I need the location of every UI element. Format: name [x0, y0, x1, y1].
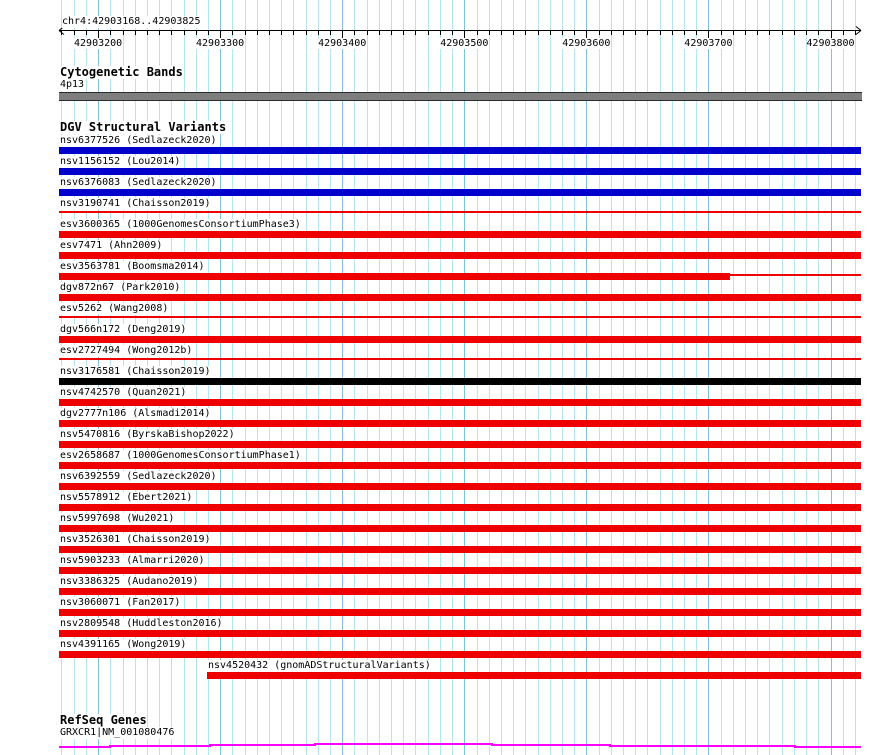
variant-bar[interactable] [59, 378, 861, 385]
ruler-tick [623, 31, 624, 35]
ruler-tick [769, 31, 770, 35]
ruler-tick [794, 31, 795, 35]
variant-bar[interactable] [59, 504, 861, 511]
ruler-tick [831, 31, 832, 38]
variant-bar[interactable] [59, 316, 861, 318]
ruler-tick [318, 31, 319, 35]
variant-label: nsv6376083 (Sedlazeck2020) [60, 177, 217, 188]
ruler-tick [440, 31, 441, 35]
ruler-tick [635, 31, 636, 35]
variant-label: dgv566n172 (Deng2019) [60, 324, 187, 335]
variant-bar[interactable] [59, 462, 861, 469]
ruler-tick [257, 31, 258, 35]
ruler-tick [782, 31, 783, 35]
ruler-tick [806, 31, 807, 35]
variant-bar[interactable] [59, 399, 861, 406]
variant-label: esv7471 (Ahn2009) [60, 240, 163, 251]
ruler-tick [477, 31, 478, 35]
variant-bar[interactable] [59, 567, 861, 574]
ruler-tick [818, 31, 819, 35]
variant-bar[interactable] [59, 441, 861, 448]
ruler-tick [245, 31, 246, 35]
variant-bar[interactable] [59, 147, 861, 154]
variant-label: nsv1156152 (Lou2014) [60, 156, 181, 167]
ruler-tick [147, 31, 148, 35]
ruler-tick [306, 31, 307, 35]
ruler-tick [696, 31, 697, 35]
variant-bar[interactable] [59, 358, 861, 360]
variant-bar[interactable] [59, 252, 861, 259]
ruler-tick [330, 31, 331, 35]
variant-label: esv5262 (Wang2008) [60, 303, 169, 314]
variant-label: nsv5578912 (Ebert2021) [60, 492, 193, 503]
ruler-tick-label: 42903400 [318, 38, 367, 49]
ruler-tick [525, 31, 526, 35]
cytoband-bar[interactable] [59, 92, 862, 101]
variant-bar[interactable] [59, 231, 861, 238]
ruler-tick-label: 42903300 [196, 38, 245, 49]
variant-bar[interactable] [59, 525, 861, 532]
ruler-tick [660, 31, 661, 35]
ruler-tick [354, 31, 355, 35]
variant-bar[interactable] [59, 294, 861, 301]
ruler-right-arrow-icon [848, 24, 864, 38]
ruler-tick [86, 31, 87, 35]
ruler-tick [403, 31, 404, 35]
variant-label: nsv3176581 (Chaisson2019) [60, 366, 211, 377]
ruler-tick [415, 31, 416, 35]
ruler-tick [757, 31, 758, 35]
variant-label: dgv2777n106 (Alsmadi2014) [60, 408, 211, 419]
variant-label: nsv3190741 (Chaisson2019) [60, 198, 211, 209]
cytoband-name: 4p13 [60, 79, 85, 90]
variant-label: esv3600365 (1000GenomesConsortiumPhase3) [60, 219, 301, 230]
ruler-tick [135, 31, 136, 35]
ruler-tick [733, 31, 734, 35]
ruler-tick [281, 31, 282, 35]
ruler-tick [672, 31, 673, 35]
ruler-tick [123, 31, 124, 35]
variant-label: nsv4520432 (gnomADStructuralVariants) [208, 660, 431, 671]
ruler-tick [159, 31, 160, 35]
variant-bar[interactable] [59, 588, 861, 595]
variant-bar[interactable] [59, 273, 730, 280]
ruler-tick [574, 31, 575, 35]
variant-label: esv2658687 (1000GenomesConsortiumPhase1) [60, 450, 301, 461]
ruler-tick-label: 42903700 [684, 38, 733, 49]
variant-bar[interactable] [59, 211, 861, 213]
variant-bar[interactable] [59, 420, 861, 427]
variant-bar[interactable] [730, 274, 861, 276]
variant-label: nsv2809548 (Huddleston2016) [60, 618, 223, 629]
variant-label: esv2727494 (Wong2012b) [60, 345, 193, 356]
ruler-tick-label: 42903600 [562, 38, 611, 49]
ruler-tick [184, 31, 185, 35]
ruler-tick [452, 31, 453, 35]
refseq-section-title: RefSeq Genes [60, 713, 147, 727]
ruler-tick-label: 42903200 [74, 38, 123, 49]
refseq-gene-name: GRXCR1|NM_001080476 [60, 727, 175, 738]
ruler-tick [293, 31, 294, 35]
ruler-tick [745, 31, 746, 35]
ruler-axis-line [60, 30, 861, 31]
variant-bar[interactable] [59, 609, 861, 616]
ruler-tick [379, 31, 380, 35]
variant-bar[interactable] [59, 168, 861, 175]
variant-label: nsv5997698 (Wu2021) [60, 513, 175, 524]
variant-bar[interactable] [59, 546, 861, 553]
variant-label: esv3563781 (Boomsma2014) [60, 261, 205, 272]
ruler-tick [269, 31, 270, 35]
ruler-tick-label: 42903800 [806, 38, 855, 49]
ruler-tick [98, 31, 99, 38]
ruler-tick [367, 31, 368, 35]
cytoband-section-title: Cytogenetic Bands [60, 65, 183, 79]
ruler-tick [647, 31, 648, 35]
ruler-tick [550, 31, 551, 35]
variant-label: nsv3060071 (Fan2017) [60, 597, 181, 608]
position-label: chr4:42903168..42903825 [62, 16, 201, 27]
variant-bar[interactable] [59, 483, 861, 490]
variant-label: nsv6392559 (Sedlazeck2020) [60, 471, 217, 482]
variant-label: nsv4742570 (Quan2021) [60, 387, 187, 398]
ruler-tick [586, 31, 587, 38]
ruler-tick [562, 31, 563, 35]
variant-label: nsv5470816 (ByrskaBishop2022) [60, 429, 235, 440]
ruler-tick [721, 31, 722, 35]
ruler-tick [684, 31, 685, 35]
variant-label: nsv4391165 (Wong2019) [60, 639, 187, 650]
ruler-tick [391, 31, 392, 35]
ruler-tick [489, 31, 490, 35]
ruler-tick [208, 31, 209, 35]
ruler-tick [501, 31, 502, 35]
ruler-tick [513, 31, 514, 35]
ruler-tick [110, 31, 111, 35]
ruler-tick [196, 31, 197, 35]
variant-bar[interactable] [59, 630, 861, 637]
ruler-tick [232, 31, 233, 35]
variant-bar[interactable] [59, 336, 861, 343]
ruler-tick [61, 31, 62, 35]
variant-label: nsv6377526 (Sedlazeck2020) [60, 135, 217, 146]
refseq-gene-line[interactable] [59, 744, 861, 747]
ruler-tick [843, 31, 844, 35]
variant-bar[interactable] [207, 672, 861, 679]
ruler-tick [599, 31, 600, 35]
ruler-tick [74, 31, 75, 35]
refseq-gene-track [0, 738, 890, 755]
variant-label: nsv3526301 (Chaisson2019) [60, 534, 211, 545]
ruler-tick-label: 42903500 [440, 38, 489, 49]
ruler-tick [855, 31, 856, 35]
ruler-tick [171, 31, 172, 35]
ruler-tick [464, 31, 465, 38]
ruler-tick [611, 31, 612, 35]
variant-label: dgv872n67 (Park2010) [60, 282, 181, 293]
variant-label: nsv3386325 (Audano2019) [60, 576, 199, 587]
ruler-tick [220, 31, 221, 38]
ruler-tick [342, 31, 343, 38]
variant-bar[interactable] [59, 651, 861, 658]
variant-label: nsv5903233 (Almarri2020) [60, 555, 205, 566]
variant-bar[interactable] [59, 189, 861, 196]
ruler-tick [708, 31, 709, 38]
dgv-section-title: DGV Structural Variants [60, 120, 227, 134]
ruler-tick [428, 31, 429, 35]
ruler-tick [538, 31, 539, 35]
